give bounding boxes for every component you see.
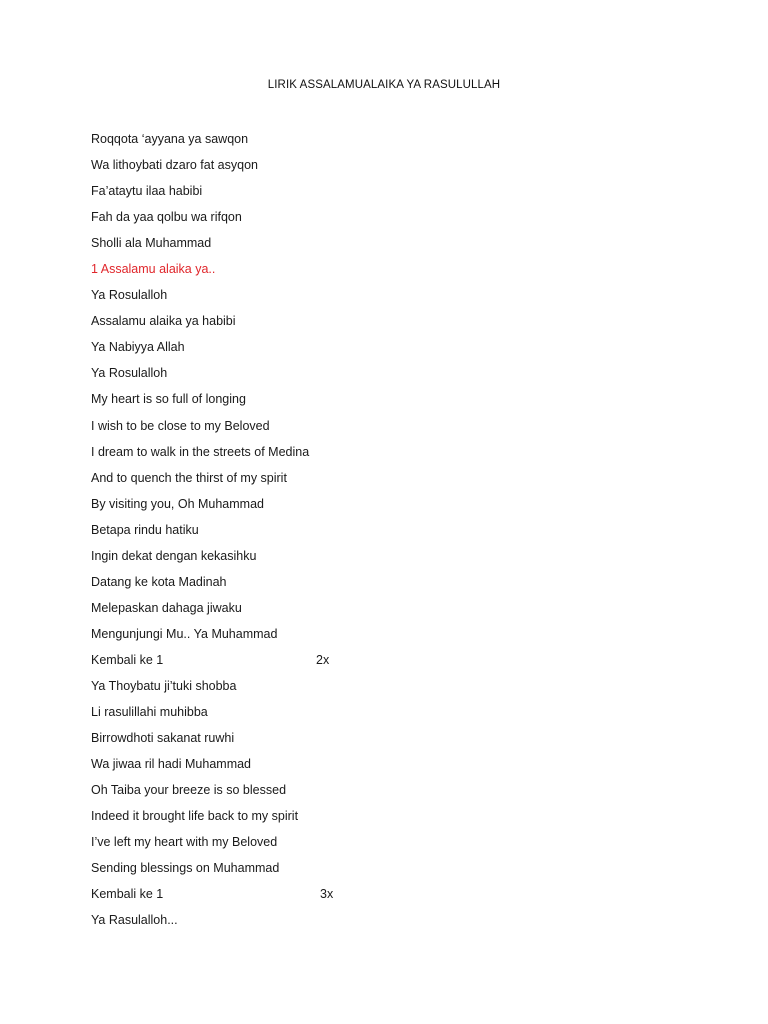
lyric-text: Sending blessings on Muhammad xyxy=(91,861,280,876)
lyric-line xyxy=(91,338,691,364)
repeat-count: 2x xyxy=(316,652,330,667)
lyric-text: Wa jiwaa ril hadi Muhammad xyxy=(91,757,252,772)
lyric-text: I’ve left my heart with my Beloved xyxy=(91,835,278,850)
lyric-text: And to quench the thirst of my spirit xyxy=(91,470,287,485)
lyric-line xyxy=(91,182,691,208)
lyric-text: Ya Thoybatu ji’tuki shobba xyxy=(91,678,237,693)
lyric-text: Ya Rasulalloh... xyxy=(91,913,178,928)
lyric-text: Ingin dekat dengan kekasihku xyxy=(91,548,257,563)
lyric-line xyxy=(91,364,691,390)
lyric-text: Melepaskan dahaga jiwaku xyxy=(91,600,242,615)
repeat-instruction-line xyxy=(91,885,691,911)
lyric-line xyxy=(91,573,691,599)
lyric-text: Mengunjungi Mu.. Ya Muhammad xyxy=(91,626,278,641)
lyric-text: Ya Rosulalloh xyxy=(91,366,168,381)
lyric-line xyxy=(91,833,691,859)
lyric-text: I wish to be close to my Beloved xyxy=(91,418,270,433)
chorus-marker-line xyxy=(91,260,691,286)
lyrics-body xyxy=(91,130,691,937)
lyric-line xyxy=(91,625,691,651)
lyric-text: Kembali ke 1 xyxy=(91,887,164,902)
lyric-text: Fa’ataytu ilaa habibi xyxy=(91,184,203,199)
lyric-line xyxy=(91,547,691,573)
lyric-line xyxy=(91,677,691,703)
lyric-line xyxy=(91,130,691,156)
lyric-text: Kembali ke 1 xyxy=(91,652,164,667)
lyric-line xyxy=(91,781,691,807)
lyric-line xyxy=(91,234,691,260)
lyric-line xyxy=(91,469,691,495)
lyric-line xyxy=(91,599,691,625)
lyric-line xyxy=(91,521,691,547)
lyric-line xyxy=(91,911,691,937)
lyric-line xyxy=(91,703,691,729)
repeat-instruction-line xyxy=(91,651,691,677)
lyric-text: I dream to walk in the streets of Medina xyxy=(91,444,310,459)
lyric-text: Li rasulillahi muhibba xyxy=(91,705,208,720)
lyric-text: My heart is so full of longing xyxy=(91,392,246,407)
lyric-line xyxy=(91,312,691,338)
lyric-text: Roqqota ‘ayyana ya sawqon xyxy=(91,132,249,146)
lyric-line xyxy=(91,443,691,469)
lyric-text: Indeed it brought life back to my spirit xyxy=(91,809,299,824)
lyric-text: Birrowdhoti sakanat ruwhi xyxy=(91,731,235,746)
lyric-text: Oh Taiba your breeze is so blessed xyxy=(91,783,287,798)
lyric-line xyxy=(91,859,691,885)
lyric-line xyxy=(91,156,691,182)
lyric-line xyxy=(91,390,691,416)
lyric-line xyxy=(91,208,691,234)
lyric-text: Sholli ala Muhammad xyxy=(91,236,212,251)
lyric-line xyxy=(91,755,691,781)
lyric-line xyxy=(91,417,691,443)
repeat-count: 3x xyxy=(320,887,334,902)
lyric-text: Wa lithoybati dzaro fat asyqon xyxy=(91,158,258,173)
lyric-line xyxy=(91,729,691,755)
lyric-text: Ya Nabiyya Allah xyxy=(91,340,185,355)
lyric-text: Ya Rosulalloh xyxy=(91,288,168,303)
lyric-line xyxy=(91,495,691,521)
lyric-text: Betapa rindu hatiku xyxy=(91,522,199,537)
lyric-text: Fah da yaa qolbu wa rifqon xyxy=(91,210,242,225)
lyric-text: Datang ke kota Madinah xyxy=(91,574,227,589)
lyric-line xyxy=(91,807,691,833)
page-title: LIRIK ASSALAMUALAIKA YA RASULULLAH xyxy=(267,79,501,91)
lyric-text: 1 Assalamu alaika ya.. xyxy=(91,262,216,277)
lyric-text: By visiting you, Oh Muhammad xyxy=(91,496,264,511)
lyric-line xyxy=(91,286,691,312)
lyric-text: Assalamu alaika ya habibi xyxy=(91,314,236,329)
